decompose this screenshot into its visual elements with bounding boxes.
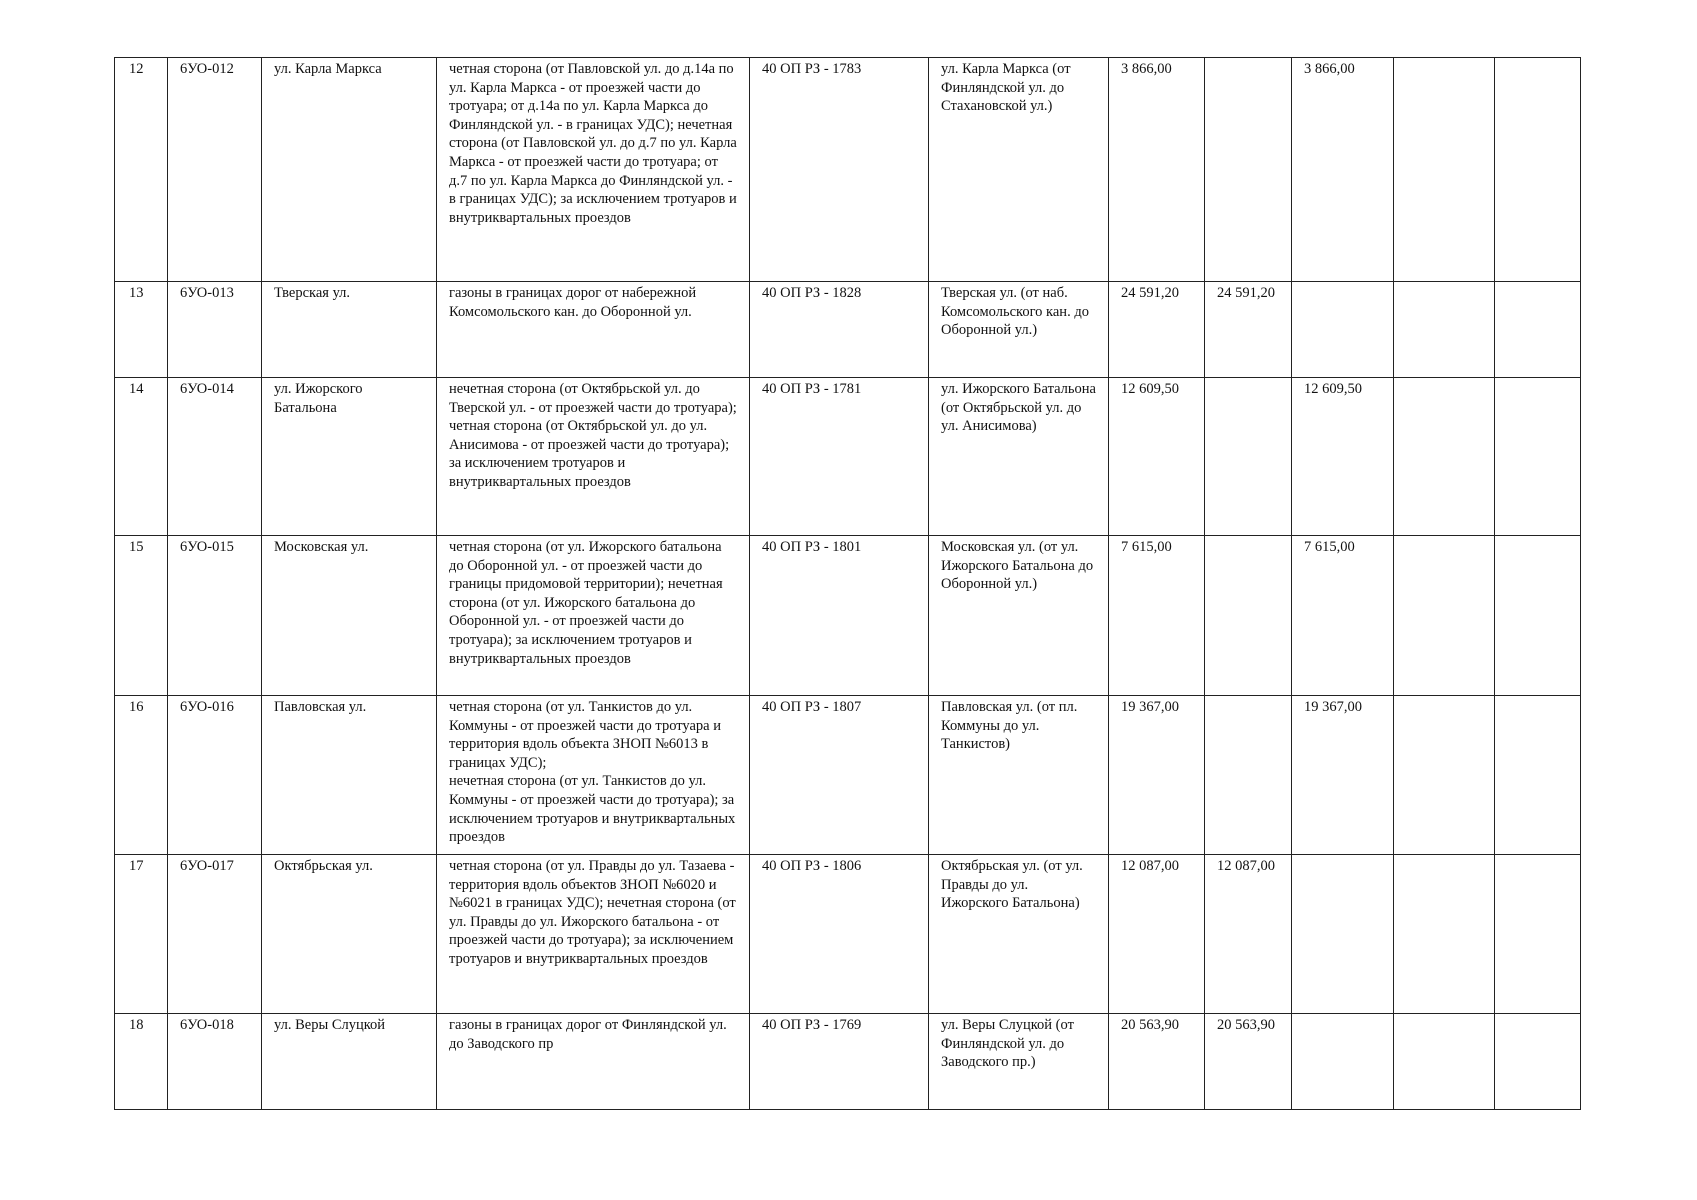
- street-name-cell: Московская ул.: [262, 536, 437, 696]
- area-column-b-cell: 19 367,00: [1292, 696, 1394, 855]
- document-page: [114, 57, 1580, 1110]
- area-column-a-cell: [1205, 696, 1292, 855]
- road-section-cell: Тверская ул. (от наб. Комсомольского кан. до Оборонной ул.): [929, 282, 1109, 378]
- road-id-cell: 40 ОП РЗ - 1801: [750, 536, 929, 696]
- row-number-cell: 18: [115, 1014, 168, 1110]
- area-description-cell: четная сторона (от Павловской ул. до д.14а по ул. Карла Маркса - от проезжей части до тротуара; от д.14а по ул. Карла Маркса до Финляндской ул. - в границах УДС); нечетная сторона (от Павловской ул. до д.7 по ул. Карла Маркса - от проезжей части до тротуара; от д.7 по ул. Карла Маркса до Финляндской ул. - в границах УДС); за исключением тротуаров и внутриквартальных проездов: [437, 58, 750, 282]
- road-section-cell: Московская ул. (от ул. Ижорского Батальона до Оборонной ул.): [929, 536, 1109, 696]
- total-area-cell: 19 367,00: [1109, 696, 1205, 855]
- area-column-c-cell: [1394, 536, 1495, 696]
- road-section-cell: Октябрьская ул. (от ул. Правды до ул. Ижорского Батальона): [929, 855, 1109, 1014]
- area-column-a-cell: 12 087,00: [1205, 855, 1292, 1014]
- area-column-d-cell: [1495, 536, 1581, 696]
- row-number-cell: 15: [115, 536, 168, 696]
- road-section-cell: ул. Карла Маркса (от Финляндской ул. до Стахановской ул.): [929, 58, 1109, 282]
- area-column-c-cell: [1394, 378, 1495, 536]
- road-id-cell: 40 ОП РЗ - 1828: [750, 282, 929, 378]
- total-area-cell: 12 087,00: [1109, 855, 1205, 1014]
- area-column-b-cell: 7 615,00: [1292, 536, 1394, 696]
- area-column-d-cell: [1495, 58, 1581, 282]
- table-row: [115, 282, 1581, 378]
- area-column-c-cell: [1394, 696, 1495, 855]
- table-row: [115, 58, 1581, 282]
- area-description-cell: четная сторона (от ул. Правды до ул. Тазаева - территория вдоль объектов ЗНОП №6020 и №6021 в границах УДС); нечетная сторона (от ул. Правды до ул. Ижорского батальона - от проезжей части до тротуара); за исключением тротуаров и внутриквартальных проездов: [437, 855, 750, 1014]
- object-code-cell: 6УО-014: [168, 378, 262, 536]
- table-row: [115, 536, 1581, 696]
- area-column-d-cell: [1495, 378, 1581, 536]
- area-column-b-cell: [1292, 1014, 1394, 1110]
- road-id-cell: 40 ОП РЗ - 1807: [750, 696, 929, 855]
- total-area-cell: 20 563,90: [1109, 1014, 1205, 1110]
- registry-table: [114, 57, 1581, 1110]
- road-section-cell: ул. Веры Слуцкой (от Финляндской ул. до Заводского пр.): [929, 1014, 1109, 1110]
- area-column-c-cell: [1394, 855, 1495, 1014]
- road-id-cell: 40 ОП РЗ - 1781: [750, 378, 929, 536]
- area-column-d-cell: [1495, 282, 1581, 378]
- area-column-a-cell: [1205, 378, 1292, 536]
- street-name-cell: Октябрьская ул.: [262, 855, 437, 1014]
- area-column-b-cell: [1292, 855, 1394, 1014]
- street-name-cell: ул. Карла Маркса: [262, 58, 437, 282]
- object-code-cell: 6УО-012: [168, 58, 262, 282]
- row-number-cell: 14: [115, 378, 168, 536]
- row-number-cell: 13: [115, 282, 168, 378]
- object-code-cell: 6УО-017: [168, 855, 262, 1014]
- area-description-cell: нечетная сторона (от Октябрьской ул. до Тверской ул. - от проезжей части до тротуара); четная сторона (от Октябрьской ул. до ул. Анисимова - от проезжей части до тротуара); за исключением тротуаров и внутриквартальных проездов: [437, 378, 750, 536]
- road-section-cell: ул. Ижорского Батальона (от Октябрьской ул. до ул. Анисимова): [929, 378, 1109, 536]
- area-column-a-cell: 20 563,90: [1205, 1014, 1292, 1110]
- row-number-cell: 16: [115, 696, 168, 855]
- object-code-cell: 6УО-015: [168, 536, 262, 696]
- table-row: [115, 696, 1581, 855]
- table-row: [115, 378, 1581, 536]
- table-row: [115, 1014, 1581, 1110]
- area-column-c-cell: [1394, 282, 1495, 378]
- area-column-c-cell: [1394, 1014, 1495, 1110]
- area-column-c-cell: [1394, 58, 1495, 282]
- area-column-a-cell: 24 591,20: [1205, 282, 1292, 378]
- road-id-cell: 40 ОП РЗ - 1783: [750, 58, 929, 282]
- area-column-b-cell: [1292, 282, 1394, 378]
- object-code-cell: 6УО-018: [168, 1014, 262, 1110]
- total-area-cell: 7 615,00: [1109, 536, 1205, 696]
- area-description-cell: газоны в границах дорог от набережной Комсомольского кан. до Оборонной ул.: [437, 282, 750, 378]
- area-column-b-cell: 12 609,50: [1292, 378, 1394, 536]
- street-name-cell: Тверская ул.: [262, 282, 437, 378]
- area-column-d-cell: [1495, 696, 1581, 855]
- object-code-cell: 6УО-013: [168, 282, 262, 378]
- area-description-cell: четная сторона (от ул. Танкистов до ул. Коммуны - от проезжей части до тротуара и территория вдоль объекта ЗНОП №6013 в границах УДС); нечетная сторона (от ул. Танкистов до ул. Коммуны - от проезжей части до тротуара); за исключением тротуаров и внутриквартальных проездов: [437, 696, 750, 855]
- area-column-a-cell: [1205, 536, 1292, 696]
- total-area-cell: 12 609,50: [1109, 378, 1205, 536]
- area-column-a-cell: [1205, 58, 1292, 282]
- street-name-cell: ул. Веры Слуцкой: [262, 1014, 437, 1110]
- street-name-cell: Павловская ул.: [262, 696, 437, 855]
- row-number-cell: 17: [115, 855, 168, 1014]
- total-area-cell: 3 866,00: [1109, 58, 1205, 282]
- table-row: [115, 855, 1581, 1014]
- row-number-cell: 12: [115, 58, 168, 282]
- street-name-cell: ул. Ижорского Батальона: [262, 378, 437, 536]
- area-description-cell: четная сторона (от ул. Ижорского батальона до Оборонной ул. - от проезжей части до границы придомовой территории); нечетная сторона (от ул. Ижорского батальона до Оборонной ул. - от проезжей части до тротуара); за исключением тротуаров и внутриквартальных проездов: [437, 536, 750, 696]
- object-code-cell: 6УО-016: [168, 696, 262, 855]
- total-area-cell: 24 591,20: [1109, 282, 1205, 378]
- area-column-b-cell: 3 866,00: [1292, 58, 1394, 282]
- area-column-d-cell: [1495, 1014, 1581, 1110]
- road-id-cell: 40 ОП РЗ - 1769: [750, 1014, 929, 1110]
- road-id-cell: 40 ОП РЗ - 1806: [750, 855, 929, 1014]
- area-column-d-cell: [1495, 855, 1581, 1014]
- road-section-cell: Павловская ул. (от пл. Коммуны до ул. Танкистов): [929, 696, 1109, 855]
- area-description-cell: газоны в границах дорог от Финляндской ул. до Заводского пр: [437, 1014, 750, 1110]
